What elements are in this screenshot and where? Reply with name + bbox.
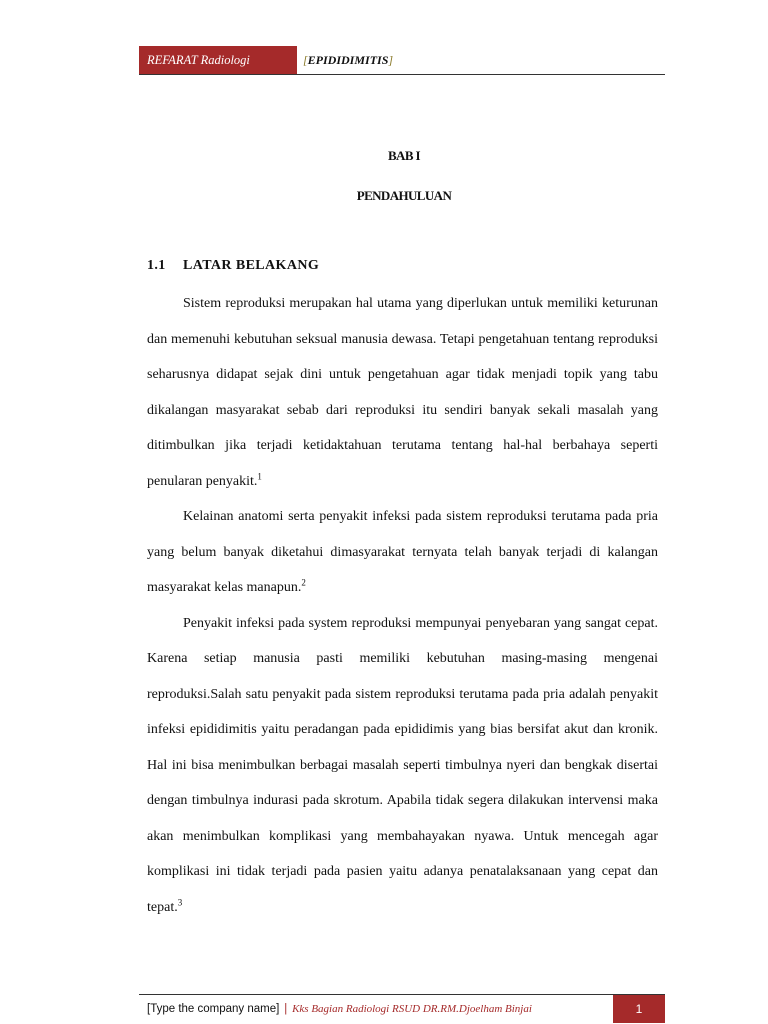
page-header (139, 46, 665, 75)
section-number: 1.1 (147, 258, 166, 273)
header-document-title (303, 46, 393, 74)
paragraph-text: Sistem reproduksi merupakan hal utama yang diperlukan untuk memiliki keturunan dan memenuhi kebutuhan seksual manusia dewasa. Tetapi pengetahuan tentang reproduksi seharusnya didapat sejak dini untuk pengetahuan agar tidak menjadi topik yang tabu dikalangan masyarakat sebab dari reproduksi itu sendiri banyak sekali masalah yang ditimbulkan jika terjadi ketidaktahuan terutama tentang hal-hal berbahaya seperti penularan penyakit. (147, 296, 658, 489)
paragraph-text: Kelainan anatomi serta penyakit infeksi pada sistem reproduksi terutama pada pria yang belum banyak diketahui dimasyarakat ternyata telah banyak terjadi di kalangan masyarakat kelas manapun. (147, 509, 658, 595)
footnote-ref: 2 (301, 577, 306, 588)
paragraph-text: Penyakit infeksi pada system reproduksi mempunyai penyebaran yang sangat cepat. Karena setiap manusia pasti memiliki kebutuhan masing-masing mengenai reproduksi.Salah satu penyakit pada sistem reproduksi terutama pada pria adalah penyakit infeksi epididimitis yaitu peradangan pada epididimis yang bias bersifat akut dan kronik. Hal ini bisa menimbulkan berbagai masalah seperti timbulnya nyeri dan bengkak disertai dengan timbulnya indurasi pada skrotum. Apabila tidak segera dilakukan intervensi maka akan menimbulkan komplikasi yang membahayakan nyawa. Untuk mencegah agar komplikasi ini tidak terjadi pada pasien yaitu adanya penatalaksanaan yang cepat dan tepat. (147, 615, 658, 915)
paragraph (147, 286, 658, 499)
footer-organization: Kks Bagian Radiologi RSUD DR.RM.Djoelham Binjai (292, 1003, 532, 1015)
footer-separator: | (284, 1003, 288, 1015)
header-bracket-open: [ (303, 53, 308, 67)
chapter-title: PENDAHULUAN (356, 188, 452, 203)
footer-company-name: [Type the company name] (147, 1003, 280, 1015)
body-text (147, 286, 658, 925)
page-footer (139, 994, 665, 1023)
page-number: 1 (613, 995, 665, 1023)
footnote-ref: 3 (177, 896, 183, 907)
section-heading (147, 258, 319, 274)
chapter-number: BAB I (387, 148, 421, 163)
paragraph (147, 606, 658, 926)
paragraph (147, 499, 658, 606)
header-course-label: REFARAT Radiologi (139, 46, 297, 74)
header-title-text: EPIDIDIMITIS (307, 53, 389, 67)
footer-text (147, 995, 532, 1023)
footnote-ref: 1 (257, 470, 262, 481)
header-bracket-close: ] (388, 53, 394, 67)
section-title: LATAR BELAKANG (183, 258, 320, 273)
